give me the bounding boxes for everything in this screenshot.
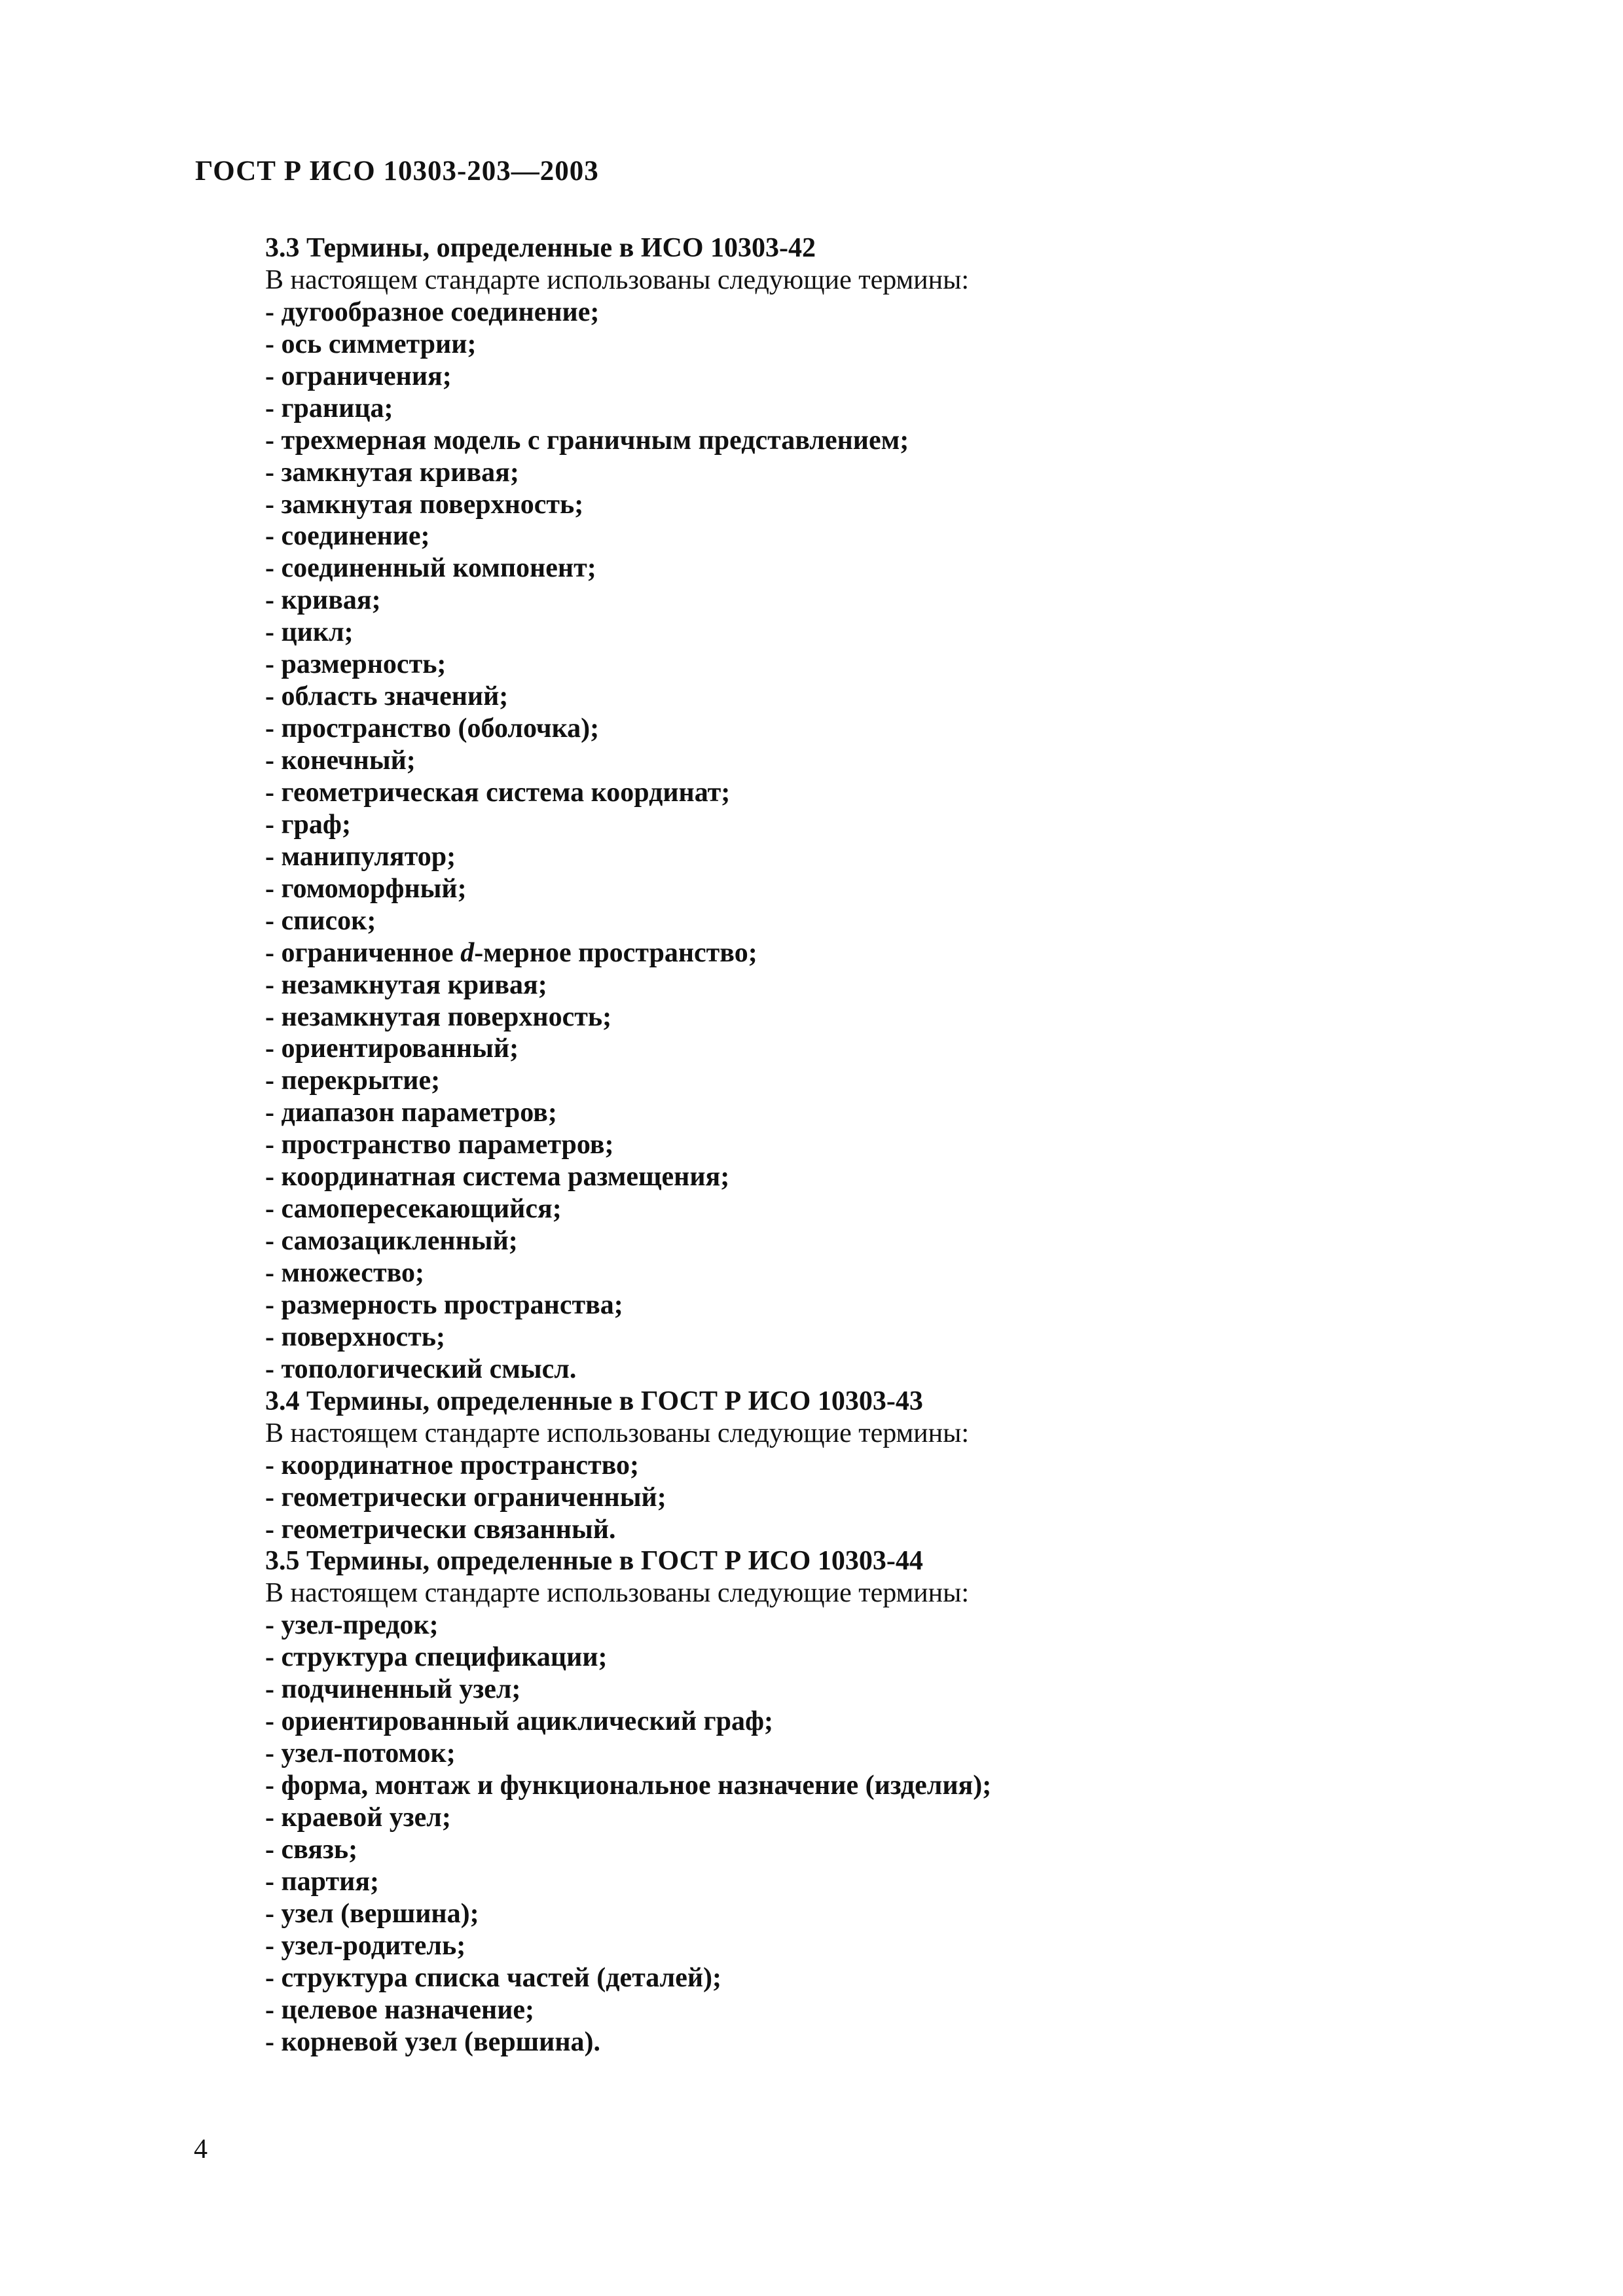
term-item: - кривая; [265,585,381,616]
term-item: - самопересекающийся; [265,1194,562,1225]
term-item: - самозацикленный; [265,1226,518,1257]
term-item: - подчиненный узел; [265,1674,521,1705]
term-item: - ограничения; [265,361,452,391]
term-item: - ось симметрии; [265,329,477,359]
term-item: - связь; [265,1834,358,1865]
section-intro: В настоящем стандарте использованы следующие термины: [265,264,970,295]
term-item: - область значений; [265,681,509,712]
term-item: - замкнутая кривая; [265,457,519,488]
term-item: - краевой узел; [265,1802,451,1833]
term-item: - узел-потомок; [265,1738,456,1769]
term-item: - геометрически ограниченный; [265,1482,666,1513]
term-item: - соединенный компонент; [265,553,596,584]
term-item: - размерность; [265,649,447,680]
term-item: - ориентированный; [265,1033,519,1064]
term-item: - партия; [265,1866,380,1897]
term-item: - множество; [265,1258,424,1288]
term-italic-variable: d [460,937,475,968]
term-item: - граф; [265,809,351,840]
term-item-d-dimensional [265,937,1509,969]
section-intro: В настоящем стандарте использованы следующие термины: [265,1418,970,1448]
page-number: 4 [194,2134,208,2164]
section-intro: В настоящем стандарте использованы следующие термины: [265,1578,970,1609]
term-item: - перекрытие; [265,1066,441,1096]
term-item: - координатная система размещения; [265,1162,730,1193]
term-item: - поверхность; [265,1321,445,1352]
term-item: - корневой узел (вершина). [265,2026,601,2057]
term-item: - топологический смысл. [265,1354,577,1384]
term-item: - структура списка частей (деталей); [265,1962,722,1993]
term-item: - незамкнутая поверхность; [265,1001,612,1032]
term-item: - геометрически связанный. [265,1514,616,1545]
term-item: - целевое назначение; [265,1994,535,2025]
term-item: - трехмерная модель с граничным представлением; [265,425,909,456]
term-item: - список; [265,905,376,936]
term-item: - дугообразное соединение; [265,296,600,327]
term-item: - диапазон параметров; [265,1098,557,1128]
term-item: - граница; [265,393,393,423]
term-suffix: -мерное пространство; [474,937,757,968]
term-item: - узел-предок; [265,1610,439,1641]
terms-content [265,232,1509,2058]
section-heading: 3.4 Термины, определенные в ГОСТ Р ИСО 10303-43 [265,1386,923,1416]
section-heading: 3.5 Термины, определенные в ГОСТ Р ИСО 10303-44 [265,1546,923,1577]
document-id: ГОСТ Р ИСО 10303-203—2003 [195,156,599,187]
term-item: - структура спецификации; [265,1642,608,1673]
term-item: - координатное пространство; [265,1450,640,1480]
term-item: - пространство (оболочка); [265,713,600,744]
term-item: - соединение; [265,521,430,552]
term-item: - размерность пространства; [265,1289,623,1320]
term-prefix: - ограниченное [265,937,461,968]
term-item: - ориентированный ациклический граф; [265,1706,774,1737]
term-item: - форма, монтаж и функциональное назначение (изделия); [265,1770,992,1801]
term-item: - незамкнутая кривая; [265,969,547,1000]
term-item: - геометрическая система координат; [265,777,731,808]
term-item: - манипулятор; [265,841,456,872]
term-item: - конечный; [265,745,416,776]
term-item: - гомоморфный; [265,873,467,904]
term-item: - замкнутая поверхность; [265,489,584,520]
section-heading: 3.3 Термины, определенные в ИСО 10303-42 [265,233,816,263]
term-item: - узел-родитель; [265,1930,466,1961]
term-item: - пространство параметров; [265,1130,614,1160]
term-item: - узел (вершина); [265,1898,479,1929]
term-item: - цикл; [265,617,354,648]
